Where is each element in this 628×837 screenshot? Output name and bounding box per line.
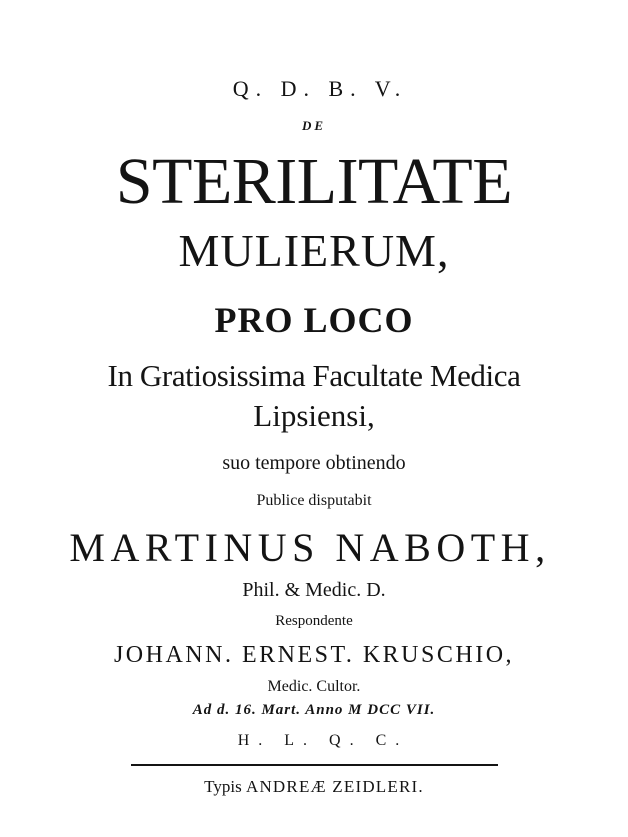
date-line: Ad d. 16. Mart. Anno M DCC VII. [192,702,436,718]
obtinendo-line: suo tempore obtinendo [222,452,406,474]
respondent-name: JOHANN. ERNEST. KRUSCHIO, [113,642,515,668]
place-time-line: H. L. Q. C. [237,732,409,749]
imprint-line [0,778,628,795]
author-degree: Phil. & Medic. D. [242,579,386,601]
main-title-line1: STERILITATE [115,145,513,218]
pro-loco-line: PRO LOCO [214,300,414,340]
faculty-line2: Lipsiensi, [253,398,375,433]
invocation-line: Q. D. B. V. [232,76,408,101]
author-name: MARTINUS NABOTH, [69,525,551,570]
respondent-role: Medic. Cultor. [267,678,361,695]
respondente-label: Respondente [275,613,353,629]
imprint-prefix: Typis [204,777,242,796]
main-title-line2: MULIERUM, [178,225,450,276]
imprint-printer: ANDREÆ ZEIDLERI. [245,777,424,796]
publice-line: Publice disputabit [256,492,372,509]
divider-rule [131,764,498,766]
preposition-de: DE [301,118,327,133]
faculty-line1: In Gratiosissima Facultate Medica [107,358,521,393]
